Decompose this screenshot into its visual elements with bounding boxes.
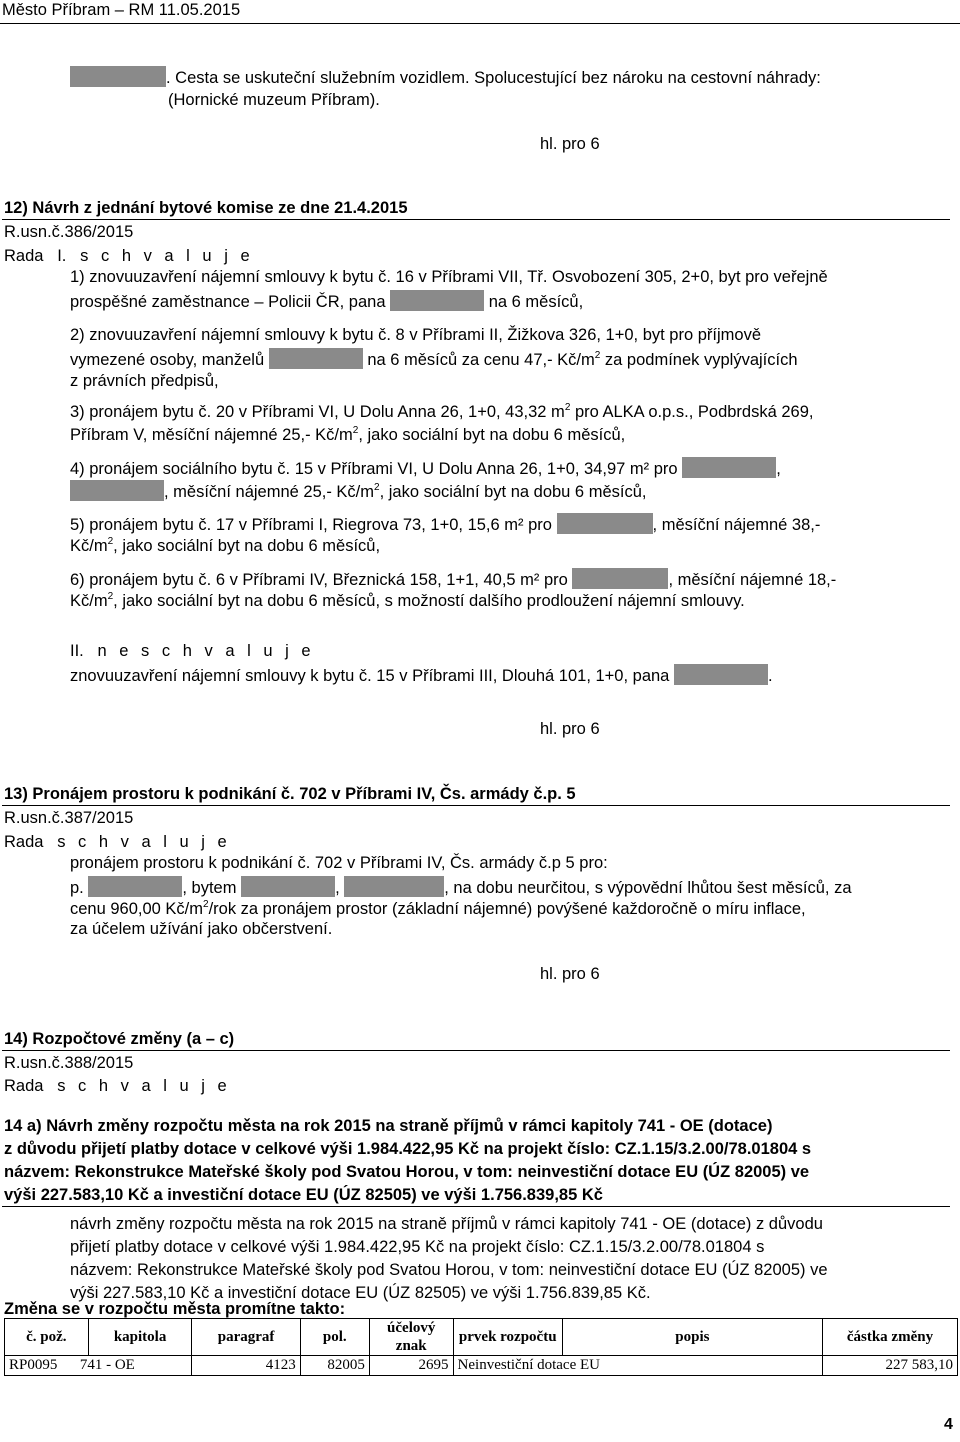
- redacted-block: [390, 290, 484, 311]
- item-13-title: 13) Pronájem prostoru k podnikání č. 702 v Příbrami IV, Čs. armády č.p. 5: [4, 785, 576, 803]
- item-12-point-1-line-2: prospěšné zaměstnance – Policii ČR, pana na 6 měsíců,: [70, 290, 583, 312]
- redacted-block: [557, 513, 653, 534]
- page-header: Město Příbram – RM 11.05.2015: [0, 0, 960, 24]
- redacted-block: [682, 457, 776, 478]
- item-12-part-2-line: znovuuzavření nájemní smlouvy k bytu č. 15 v Příbrami III, Dlouhá 101, 1+0, pana .: [70, 664, 773, 686]
- table-header-cell: účelový znak: [369, 1319, 453, 1356]
- item-12-point-3-line-1: 3) pronájem bytu č. 20 v Příbrami VI, U Dolu Anna 26, 1+0, 43,32 $m^2$ pro ALKA o.p.s., Podbrdská 269,: [70, 402, 814, 421]
- redacted-block: [70, 66, 166, 87]
- table-cell: 227 583,10: [822, 1356, 957, 1376]
- table-cell: 82005: [300, 1356, 369, 1376]
- table-header-row: [5, 1319, 958, 1356]
- budget-change-table: [4, 1318, 958, 1376]
- page-number: 4: [944, 1416, 953, 1433]
- item-14a-body-line-4: výši 227.583,10 Kč a investiční dotace EU (ÚZ 82505) ve výši 1.756.839,85 Kč.: [70, 1284, 651, 1302]
- table-cell: 2695: [369, 1356, 453, 1376]
- item-12-point-2-line-3: z právních předpisů,: [70, 372, 219, 390]
- item-14a-body-line-2: přijetí platby dotace v celkové výši 1.984.422,95 Kč na projekt číslo: CZ.1.15/3.2.00/78.01804 s: [70, 1238, 765, 1256]
- item-13-rada-line: Rada s c h v a l u j e: [4, 833, 231, 851]
- table-cell: 4123: [192, 1356, 300, 1376]
- vote-result: hl. pro 6: [540, 965, 600, 983]
- item-12-point-2-line-2: vymezené osoby, manželů na 6 měsíců za cenu 47,- $Kč/m^2$ za podmínek vyplývajících: [70, 350, 798, 369]
- item-14a-title-line-1: 14 a) Návrh změny rozpočtu města na rok 2015 na straně příjmů v rámci kapitoly 741 - OE (dotace): [4, 1117, 773, 1135]
- prev-line-1: . Cesta se uskuteční služebním vozidlem. Spolucestující bez nároku na cestovní náhrady:: [70, 66, 821, 88]
- table-row: [5, 1356, 958, 1376]
- item-12-point-6-line-2: $Kč/m^2$, jako sociální byt na dobu 6 měsíců, s možností dalšího prodloužení nájemní smlouvy.: [70, 591, 745, 610]
- item-12-rada-line: Rada I. s c h v a l u j e: [4, 247, 254, 265]
- item-12-point-5-line-1: 5) pronájem bytu č. 17 v Příbrami I, Riegrova 73, 1+0, 15,6 m² pro , měsíční nájemné 38,-: [70, 513, 820, 535]
- item-13-resolution-number: R.usn.č.387/2015: [4, 809, 134, 827]
- section-rule: [2, 1050, 950, 1051]
- redacted-block: [674, 664, 768, 685]
- item-13-line-2: p. , bytem , , na dobu neurčitou, s výpovědní lhůtou šest měsíců, za: [70, 876, 852, 898]
- item-13-line-4: za účelem užívání jako občerstvení.: [70, 920, 333, 938]
- prev-line-2: (Hornické muzeum Příbram).: [168, 91, 380, 109]
- section-rule: [2, 219, 950, 220]
- item-14a-title-line-2: z důvodu přijetí platby dotace v celkové výši 1.984.422,95 Kč na projekt číslo: CZ.1.15/3.2.00/78.01804 s: [4, 1140, 812, 1158]
- item-14a-body-line-1: návrh změny rozpočtu města na rok 2015 na straně příjmů v rámci kapitoly 741 - OE (dotace) z důvodu: [70, 1215, 823, 1233]
- item-12-point-1-line-1: 1) znovuuzavření nájemní smlouvy k bytu č. 16 v Příbrami VII, Tř. Osvobození 305, 2+0, byt pro veřejně: [70, 268, 828, 286]
- table-header-cell: prvek rozpočtu: [453, 1319, 562, 1356]
- budget-change-heading: Změna se v rozpočtu města promítne takto:: [4, 1300, 346, 1318]
- table-cell: RP0095 741 - OE: [5, 1356, 192, 1376]
- item-13-line-3: cenu 960,00 $Kč/m^2$/rok za pronájem prostor (základní nájemné) povýšené každoročně o míru inflace,: [70, 899, 806, 918]
- section-rule: [2, 1206, 950, 1207]
- item-12-point-2-line-1: 2) znovuuzavření nájemní smlouvy k bytu č. 8 v Příbrami II, Žižkova 326, 1+0, byt pro příjmově: [70, 326, 762, 344]
- vote-result: hl. pro 6: [540, 720, 600, 738]
- redacted-block: [70, 480, 164, 501]
- table-header-cell: paragraf: [192, 1319, 300, 1356]
- item-14a-title-line-4: výši 227.583,10 Kč a investiční dotace EU (ÚZ 82505) ve výši 1.756.839,85 Kč: [4, 1186, 603, 1204]
- item-12-point-6-line-1: 6) pronájem bytu č. 6 v Příbrami IV, Březnická 158, 1+1, 40,5 m² pro , měsíční nájemné 18,-: [70, 568, 836, 590]
- table-header-cell: kapitola: [88, 1319, 192, 1356]
- table-header-cell: částka změny: [822, 1319, 957, 1356]
- redacted-block: [572, 568, 668, 589]
- item-12-resolution-number: R.usn.č.386/2015: [4, 223, 134, 241]
- item-12-point-4-line-2: , měsíční nájemné 25,- $Kč/m^2$, jako sociální byt na dobu 6 měsíců,: [70, 480, 646, 502]
- item-12-title: 12) Návrh z jednání bytové komise ze dne 21.4.2015: [4, 199, 408, 217]
- item-14-title: 14) Rozpočtové změny (a – c): [4, 1030, 235, 1048]
- item-14a-body-line-3: názvem: Rekonstrukce Mateřské školy pod Svatou Horou, v tom: neinvestiční dotace EU (ÚZ 82005) ve: [70, 1261, 828, 1279]
- redacted-block: [88, 876, 182, 897]
- table-header-cell: pol.: [300, 1319, 369, 1356]
- redacted-block: [241, 876, 335, 897]
- item-14-rada-line: Rada s c h v a l u j e: [4, 1077, 231, 1095]
- item-12-point-5-line-2: $Kč/m^2$, jako sociální byt na dobu 6 měsíců,: [70, 536, 381, 555]
- item-12-part-2-heading: II. n e s c h v a l u j e: [70, 642, 315, 660]
- table-header-cell: popis: [562, 1319, 822, 1356]
- item-14a-title-line-3: názvem: Rekonstrukce Mateřské školy pod Svatou Horou, v tom: neinvestiční dotace EU (ÚZ 82005) ve: [4, 1163, 810, 1181]
- redacted-block: [344, 876, 444, 897]
- table-cell: Neinvestiční dotace EU: [453, 1356, 822, 1376]
- item-12-point-4-line-1: 4) pronájem sociálního bytu č. 15 v Příbrami VI, U Dolu Anna 26, 1+0, 34,97 m² pro ,: [70, 457, 781, 479]
- table-header-cell: č. pož.: [5, 1319, 89, 1356]
- item-13-line-1: pronájem prostoru k podnikání č. 702 v Příbrami IV, Čs. armády č.p 5 pro:: [70, 854, 608, 872]
- section-rule: [2, 805, 950, 806]
- redacted-block: [269, 348, 363, 369]
- vote-result: hl. pro 6: [540, 135, 600, 153]
- item-12-point-3-line-2: Příbram V, měsíční nájemné 25,- $Kč/m^2$, jako sociální byt na dobu 6 měsíců,: [70, 425, 626, 444]
- item-14-resolution-number: R.usn.č.388/2015: [4, 1054, 134, 1072]
